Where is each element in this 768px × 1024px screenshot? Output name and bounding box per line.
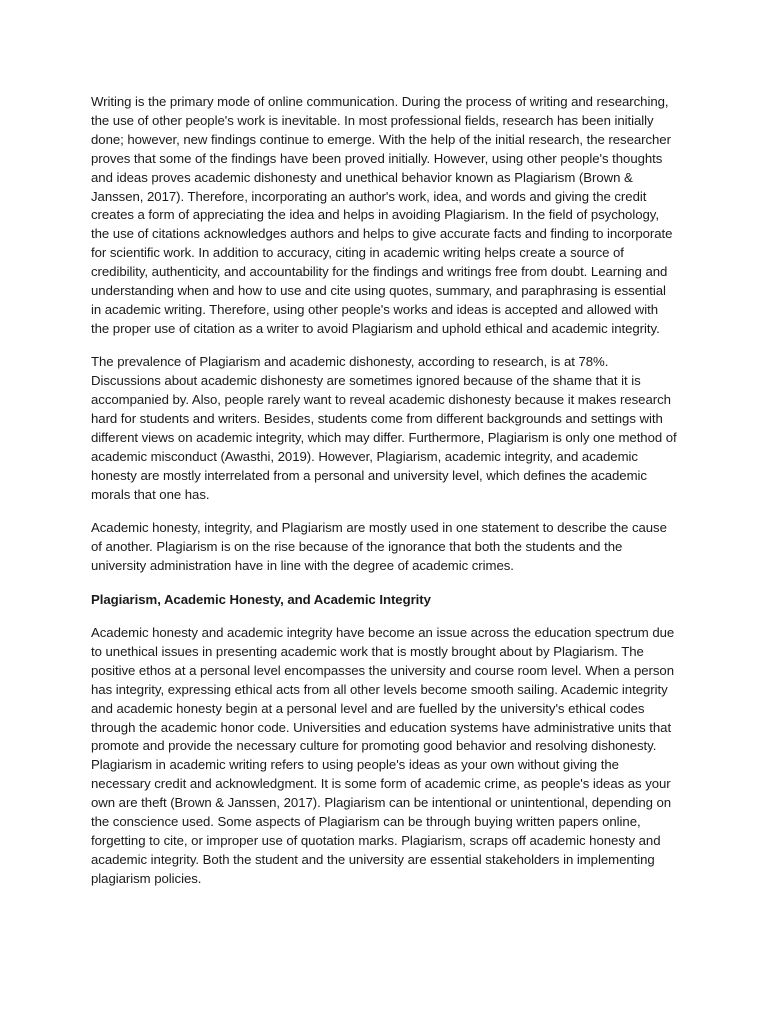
section-heading: Plagiarism, Academic Honesty, and Academic Integrity (91, 591, 431, 607)
paragraph-section: Academic honesty and academic integrity have become an issue across the education spectrum due to unethical issues in presenting academic work that is mostly brought about by Plagiarism. The positive ethos at a personal level encompasses the university and course room level. When a person has integrity, expressing ethical acts from all other levels become smooth sailing. Academic integrity and academic honesty begin at a personal level and are fuelled by the university's ethical codes through the academic honor code. Universities and education systems have administrative units that promote and provide the necessary culture for promoting good behavior and resolving dishonesty. Plagiarism in academic writing refers to using people's ideas as your own without giving the necessary credit and acknowledgment. It is some form of academic crime, as people's ideas as your own are theft (Brown & Janssen, 2017). Plagiarism can be intentional or unintentional, depending on the conscience used. Some aspects of Plagiarism can be through buying written papers online, forgetting to cite, or improper use of quotation marks. Plagiarism, scraps off academic honesty and academic integrity. Both the student and the university are essential stakeholders in implementing plagiarism policies. (91, 625, 675, 886)
paragraph-relation: Academic honesty, integrity, and Plagiarism are mostly used in one statement to describe the cause of another. Plagiarism is on the rise because of the ignorance that both the students and the university administration have in line with the degree of academic crimes. (91, 520, 667, 574)
document-body (91, 93, 677, 903)
paragraph-intro: Writing is the primary mode of online communication. During the process of writing and researching, the use of other people's work is inevitable. In most professional fields, research has been initially done; however, new findings continue to emerge. With the help of the initial research, the researcher proves that some of the findings have been proved initially. However, using other people's thoughts and ideas proves academic dishonesty and unethical behavior known as Plagiarism (Brown & Janssen, 2017). Therefore, incorporating an author's work, idea, and words and giving the credit creates a form of appreciating the idea and helps in avoiding Plagiarism. In the field of psychology, the use of citations acknowledges authors and helps to give accurate facts and finding to incorporate for scientific work. In addition to accuracy, citing in academic writing helps create a source of credibility, authenticity, and accountability for the findings and writings free from doubt. Learning and understanding when and how to use and cite using quotes, summary, and paraphrasing is essential in academic writing. Therefore, using other people's works and ideas is accepted and allowed with the proper use of citation as a writer to avoid Plagiarism and uphold ethical and academic integrity. (91, 94, 673, 336)
paragraph-prevalence: The prevalence of Plagiarism and academic dishonesty, according to research, is at 78%. Discussions about academic dishonesty are sometimes ignored because of the shame that it is accompanied by. Also, people rarely want to reveal academic dishonesty because it makes research hard for students and writers. Besides, students come from different backgrounds and settings with different views on academic integrity, which may differ. Furthermore, Plagiarism is only one method of academic misconduct (Awasthi, 2019). However, Plagiarism, academic integrity, and academic honesty are mostly interrelated from a personal and university level, which defines the academic morals that one has. (91, 354, 677, 502)
